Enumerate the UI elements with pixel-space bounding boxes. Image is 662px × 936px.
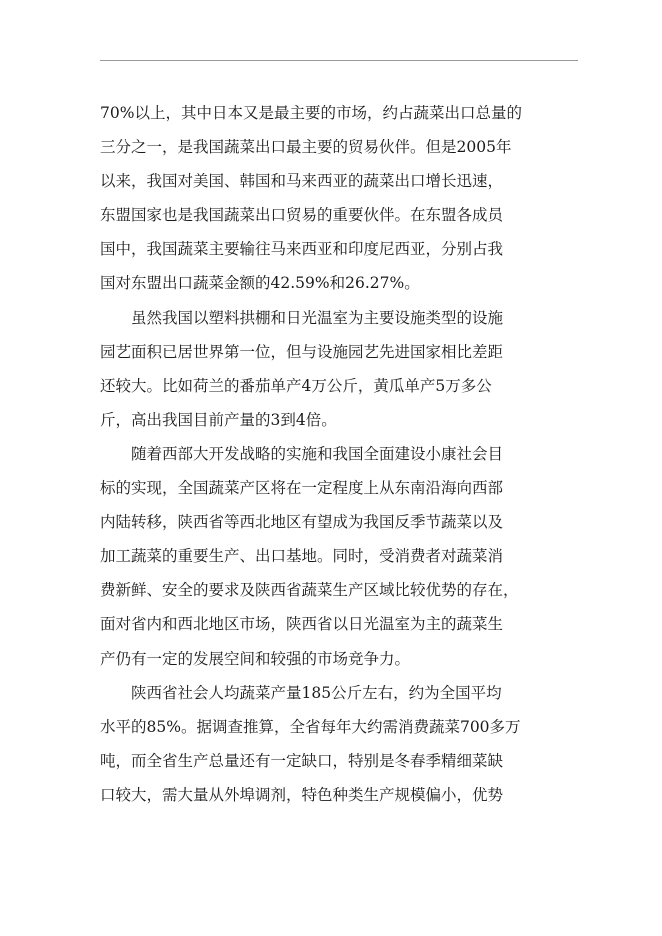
text-line: 随着西部大开发战略的实施和我国全面建设小康社会目: [131, 444, 504, 463]
text-line: 国中，我国蔬菜主要输往马来西亚和印度尼西亚，分别占我: [100, 240, 504, 259]
text-line: 口较大，需大量从外埠调剂，特色种类生产规模偏小，优势: [100, 785, 504, 804]
text-line: 产仍有一定的发展空间和较强的市场竞争力。: [100, 649, 411, 668]
text-line: 陕西省社会人均蔬菜产量185公斤左右，约为全国平均: [131, 683, 502, 702]
text-line: 斤，高出我国目前产量的3到4倍。: [100, 410, 337, 429]
paragraph-4: [100, 676, 574, 812]
text-line: 东盟国家也是我国蔬菜出口贸易的重要伙伴。在东盟各成员: [100, 206, 504, 225]
text-line: 费新鲜、安全的要求及陕西省蔬菜生产区域比较优势的存在，: [100, 581, 519, 600]
text-line: 加工蔬菜的重要生产、出口基地。同时，受消费者对蔬菜消: [100, 547, 504, 566]
text-line: 吨，而全省生产总量还有一定缺口，特别是冬春季精细菜缺: [100, 751, 504, 770]
paragraph-3: [100, 437, 574, 676]
paragraph-2: [100, 301, 574, 437]
paragraph-1: [100, 96, 574, 301]
header-rule: [100, 60, 578, 61]
text-line: 还较大。比如荷兰的番茄单产4万公斤，黄瓜单产5万多公: [100, 376, 492, 395]
text-line: 标的实现，全国蔬菜产区将在一定程度上从东南沿海向西部: [100, 479, 504, 498]
text-line: 面对省内和西北地区市场，陕西省以日光温室为主的蔬菜生: [100, 615, 504, 634]
text-line: 国对东盟出口蔬菜金额的42.59%和26.27%。: [100, 274, 420, 293]
text-line: 以来，我国对美国、韩国和马来西亚的蔬菜出口增长迅速，: [100, 172, 504, 191]
text-line: 三分之一，是我国蔬菜出口最主要的贸易伙伴。但是2005年: [100, 138, 512, 157]
text-line: 园艺面积已居世界第一位，但与设施园艺先进国家相比差距: [100, 342, 504, 361]
text-line: 内陆转移，陕西省等西北地区有望成为我国反季节蔬菜以及: [100, 513, 504, 532]
text-line: 水平的85%。据调查推算，全省每年大约需消费蔬菜700多万: [100, 717, 521, 736]
text-line: 虽然我国以塑料拱棚和日光温室为主要设施类型的设施: [131, 308, 504, 327]
document-body: [100, 96, 574, 812]
text-line: 70%以上，其中日本又是最主要的市场，约占蔬菜出口总量的: [100, 104, 522, 122]
